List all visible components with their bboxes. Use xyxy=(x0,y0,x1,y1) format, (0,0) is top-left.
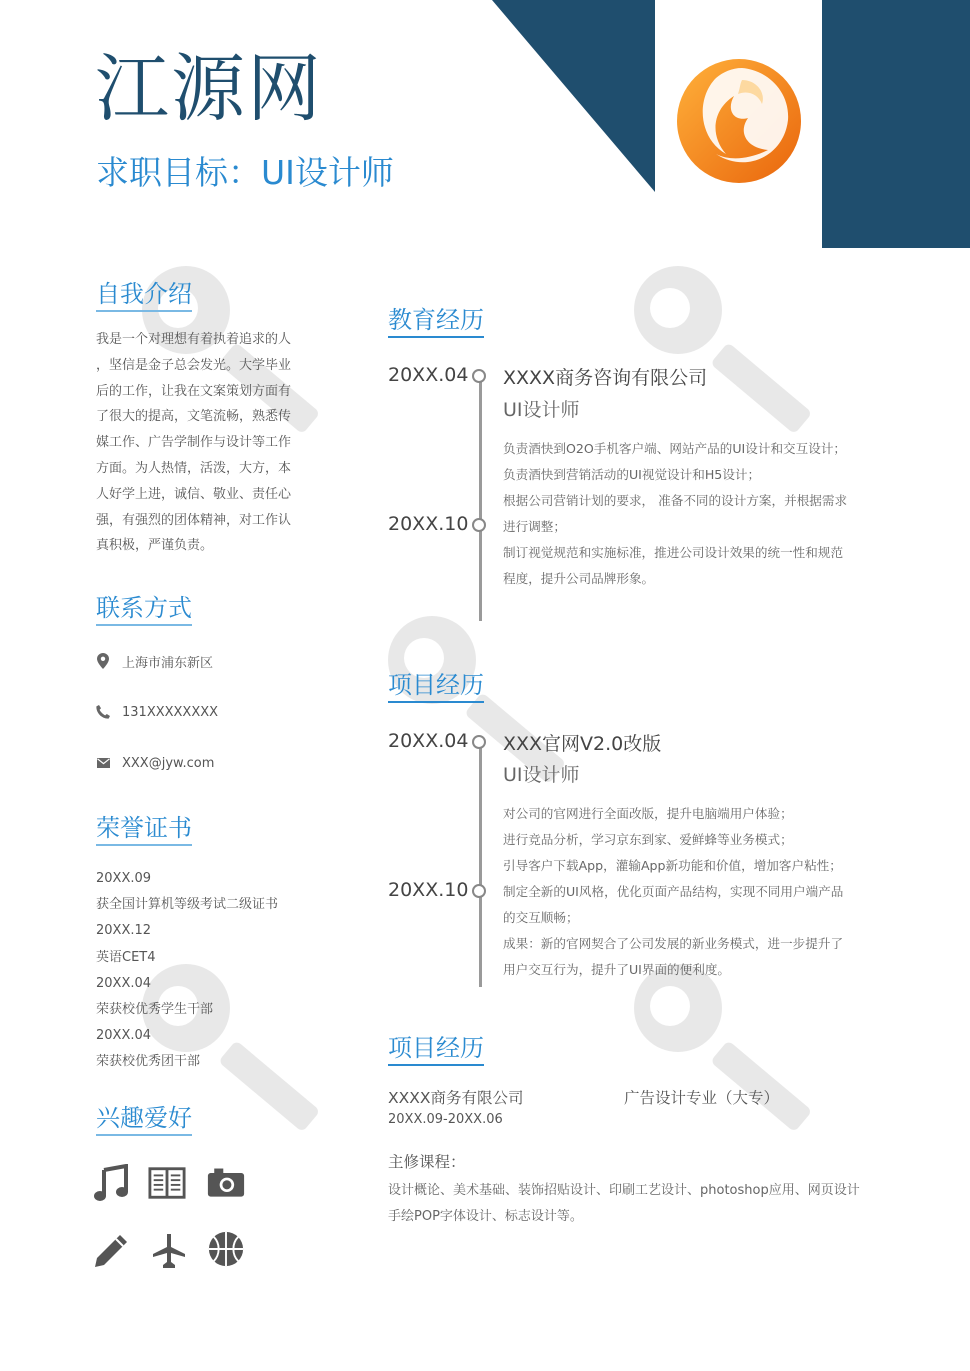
project-timeline-dot xyxy=(472,884,486,898)
basketball-icon xyxy=(207,1230,245,1268)
hobbies-heading: 兴趣爱好 xyxy=(96,1104,192,1136)
project-detail-line: 用户交互行为，提升了UI界面的便利度。 xyxy=(503,962,731,977)
honor-date: 20XX.04 xyxy=(96,1028,152,1044)
airplane-icon xyxy=(150,1232,188,1270)
project-end-date: 20XX.10 xyxy=(388,879,469,901)
project-name: XXX官网V2.0改版 xyxy=(503,733,662,755)
work-timeline-dot xyxy=(472,369,486,383)
self-intro-text xyxy=(96,327,301,559)
honors-heading: 荣誉证书 xyxy=(96,814,192,846)
work-detail-line: 根据公司营销计划的要求， 准备不同的设计方案，并根据需求 xyxy=(503,493,848,508)
education-school: XXXX商务有限公司 xyxy=(388,1089,524,1107)
work-details xyxy=(503,436,863,592)
camera-icon xyxy=(207,1164,245,1202)
work-start-date: 20XX.04 xyxy=(388,364,469,386)
intro-line: ，坚信是金子总会发光。大学毕业 xyxy=(96,357,292,373)
watermark-logo-icon xyxy=(630,960,830,1150)
work-detail-line: 进行调整； xyxy=(503,519,566,534)
project-details xyxy=(503,801,863,983)
work-company: XXXX商务咨询有限公司 xyxy=(503,367,708,389)
honor-date: 20XX.04 xyxy=(96,975,152,991)
flame-logo-icon xyxy=(676,58,802,184)
intro-line: 了很大的提高，文笔流畅，熟悉传 xyxy=(96,409,292,425)
contact-heading: 联系方式 xyxy=(96,594,192,626)
project-detail-line: 成果：新的官网契合了公司发展的新业务模式，进一步提升了 xyxy=(503,936,844,951)
contact-email: XXX@jyw.com xyxy=(122,755,215,771)
education-period: 20XX.09-20XX.06 xyxy=(388,1112,503,1127)
pencil-icon xyxy=(92,1232,130,1270)
honor-title: 荣获校优秀团干部 xyxy=(96,1054,201,1070)
work-detail-line: 制订视觉规范和实施标准，推进公司设计效果的统一性和规范 xyxy=(503,545,844,560)
intro-line: 人好学上进，诚信、敬业、责任心 xyxy=(96,486,292,502)
project-start-date: 20XX.04 xyxy=(388,730,469,752)
work-role: UI设计师 xyxy=(503,399,580,421)
work-detail-line: 负责酒快到O2O手机客户端、网站产品的UI设计和交互设计； xyxy=(503,441,847,456)
contact-phone: 131XXXXXXXX xyxy=(122,704,219,720)
phone-icon xyxy=(96,704,110,720)
honor-date: 20XX.12 xyxy=(96,923,152,939)
contact-phone-row xyxy=(96,701,218,723)
education-courses-label: 主修课程： xyxy=(388,1153,466,1171)
intro-line: 方面。为人热情，活泼，大方，本 xyxy=(96,460,292,476)
envelope-icon xyxy=(96,755,110,771)
honor-title: 荣获校优秀学生干部 xyxy=(96,1002,214,1018)
intro-line: 后的工作，让我在文案策划方面有 xyxy=(96,383,292,399)
watermark-logo-icon xyxy=(630,262,830,452)
honor-date: 20XX.09 xyxy=(96,871,152,886)
work-timeline-dot xyxy=(472,518,486,532)
education-heading: 项目经历 xyxy=(388,1034,484,1066)
honor-title: 英语CET4 xyxy=(96,949,156,965)
contact-address: 上海市浦东新区 xyxy=(122,655,214,671)
work-detail-line: 程度，提升公司品牌形象。 xyxy=(503,571,655,586)
intro-line: 媒工作、广告学制作与设计等工作 xyxy=(96,435,292,451)
contact-address-row xyxy=(96,650,213,672)
work-timeline-line xyxy=(479,378,482,621)
project-timeline-dot xyxy=(472,735,486,749)
intro-line: 真积极，严谨负责。 xyxy=(96,538,214,554)
project-heading: 项目经历 xyxy=(388,671,484,703)
header-corner-bar xyxy=(822,0,970,248)
applicant-name: 江源网 xyxy=(95,46,323,132)
project-timeline-line xyxy=(479,744,482,987)
project-detail-line: 进行竞品分析，学习京东到家、爱鲜蜂等业务模式； xyxy=(503,832,793,847)
education-courses xyxy=(388,1178,860,1230)
project-detail-line: 的交互顺畅； xyxy=(503,910,579,925)
intro-line: 我是一个对理想有着执着追求的人 xyxy=(96,332,292,347)
location-pin-icon xyxy=(96,653,110,669)
project-detail-line: 制定全新的UI风格，优化页面产品结构，实现不同用户端产品 xyxy=(503,884,844,899)
project-detail-line: 对公司的官网进行全面改版，提升电脑端用户体验； xyxy=(503,806,793,821)
work-end-date: 20XX.10 xyxy=(388,513,469,535)
music-note-icon xyxy=(92,1164,130,1202)
project-role: UI设计师 xyxy=(503,764,580,786)
intro-line: 强，有强烈的团体精神，对工作认 xyxy=(96,512,292,528)
job-goal: 求职目标：UI设计师 xyxy=(96,153,394,192)
book-icon xyxy=(148,1164,186,1202)
work-detail-line: 负责酒快到营销活动的UI视觉设计和H5设计； xyxy=(503,467,761,482)
course-line: 手绘POP字体设计、标志设计等。 xyxy=(388,1209,583,1224)
project-detail-line: 引导客户下载App，灌输App新功能和价值，增加客户粘性； xyxy=(503,858,842,873)
honors-list xyxy=(96,866,278,1076)
work-heading: 教育经历 xyxy=(388,306,484,338)
self-intro-heading: 自我介绍 xyxy=(96,280,192,312)
honor-title: 获全国计算机等级考试二级证书 xyxy=(96,897,279,913)
education-major: 广告设计专业（大专） xyxy=(624,1089,780,1107)
contact-email-row xyxy=(96,752,214,774)
course-line: 设计概论、美术基础、装饰招贴设计、印刷工艺设计、photoshop应用、网页设计 xyxy=(388,1183,860,1198)
